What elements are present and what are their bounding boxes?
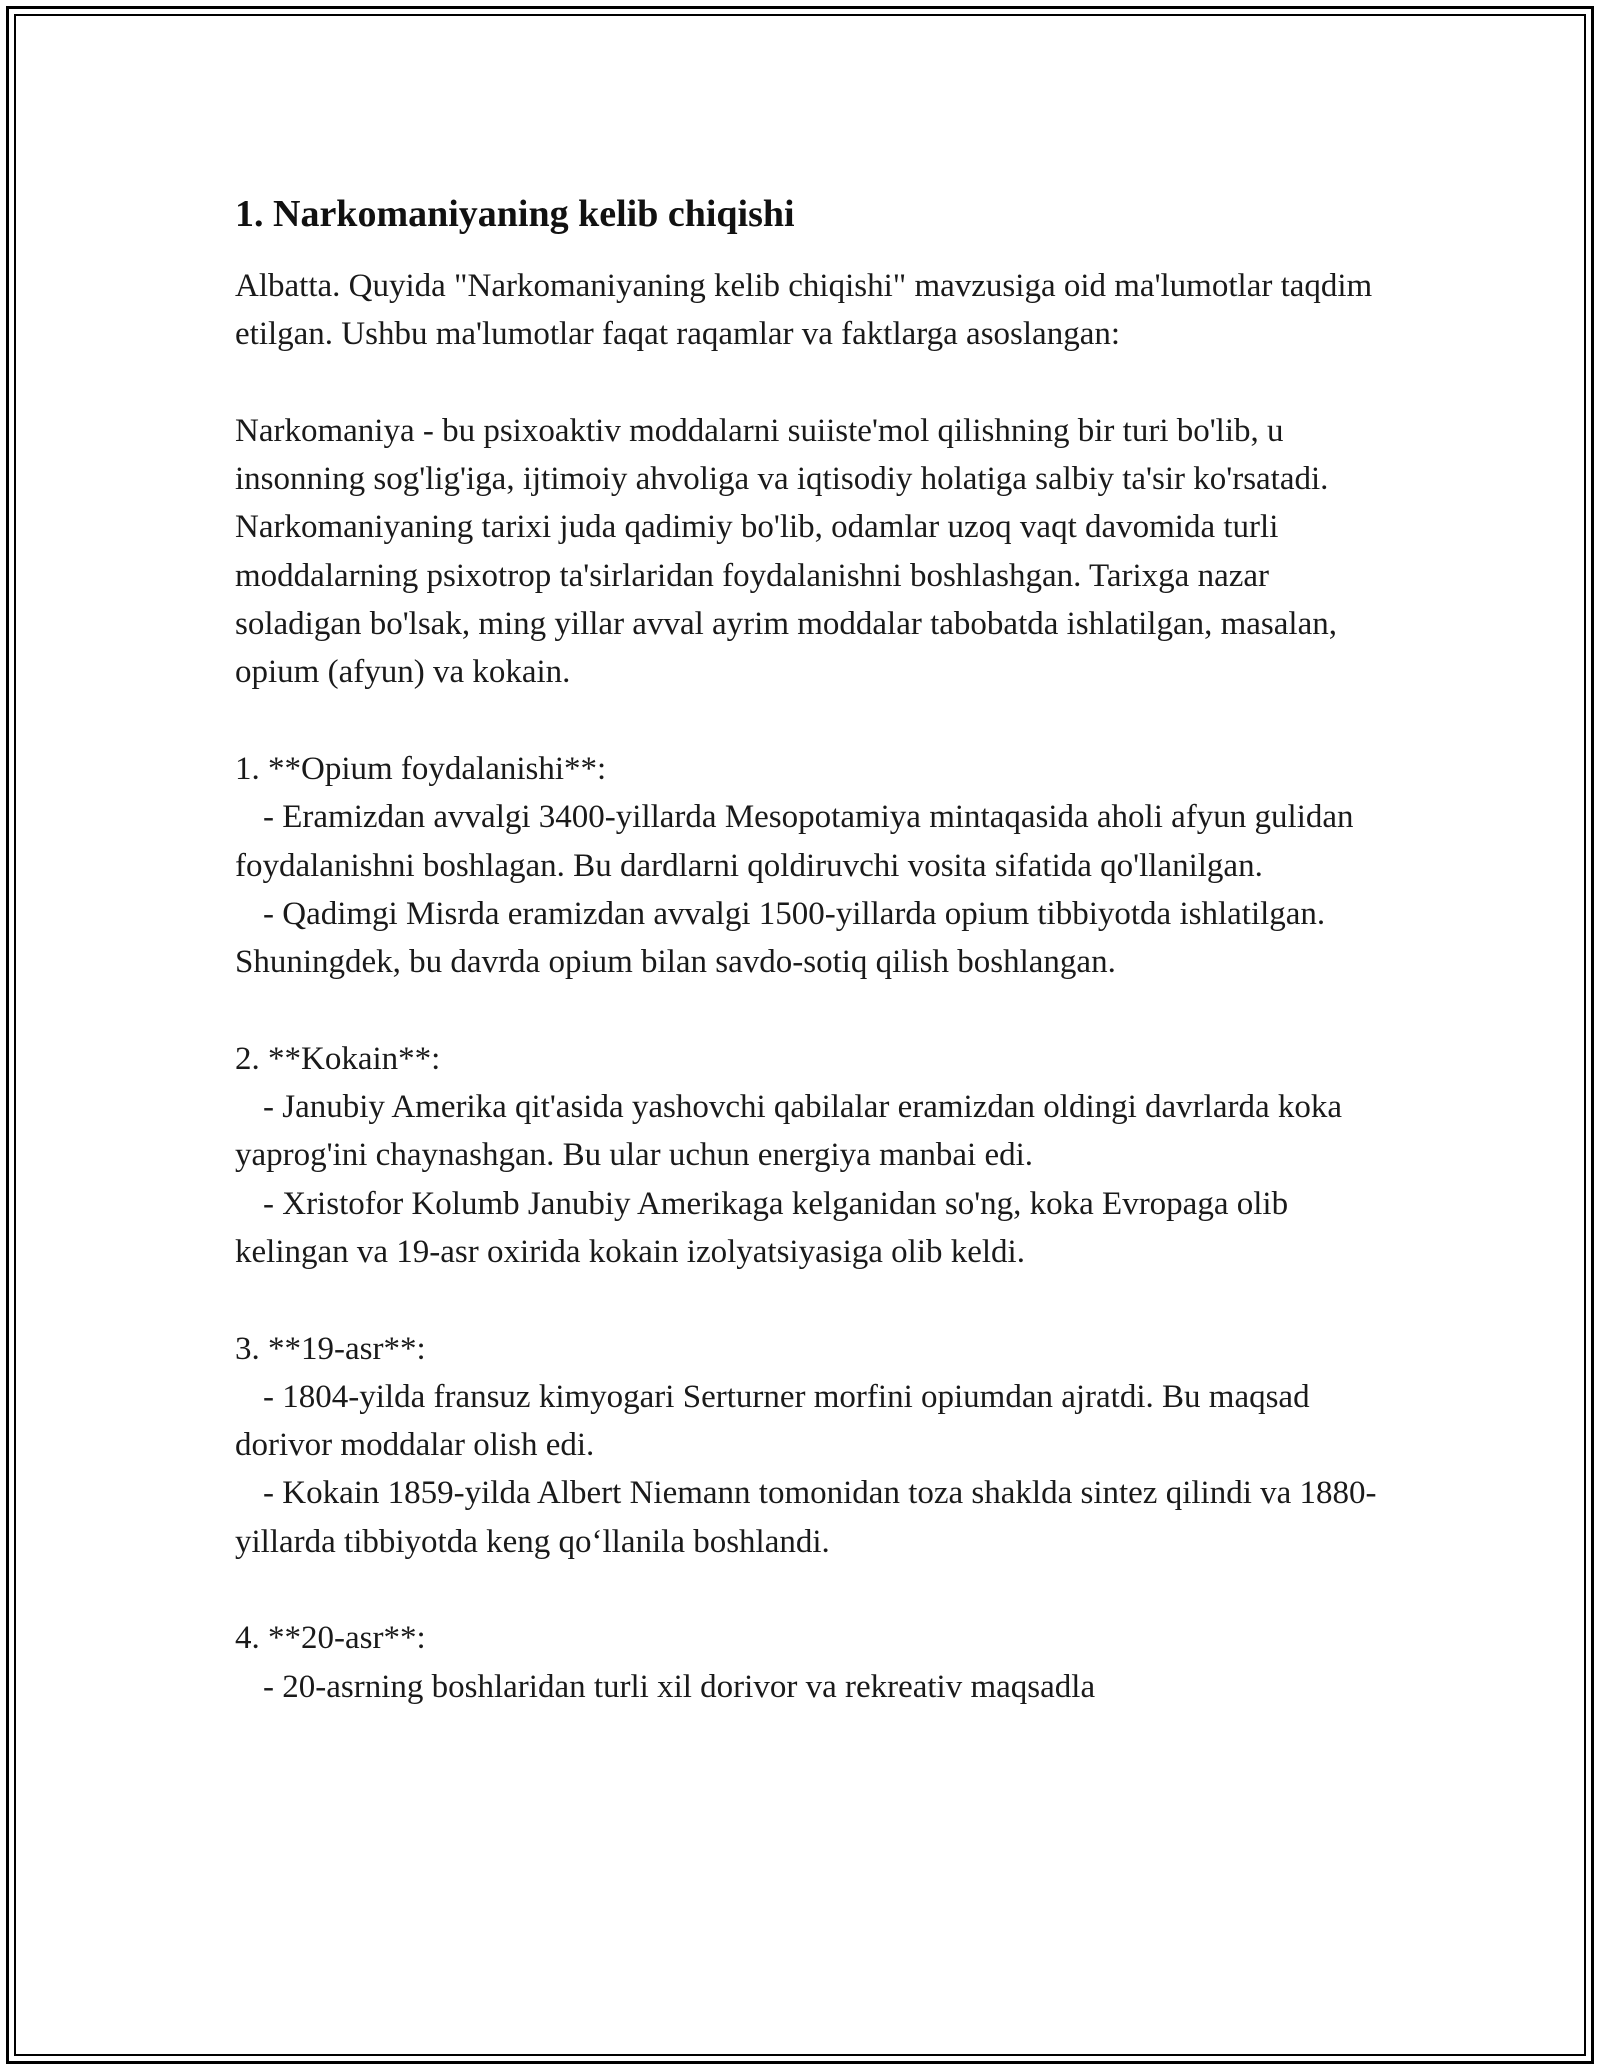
section-opium [235,745,1385,986]
list-item: - Xristofor Kolumb Janubiy Amerikaga kelganidan so'ng, koka Evropaga olib kelingan va 19-asr oxirida kokain izolyatsiyasiga olib keldi. [235,1185,1289,1270]
list-item: - 1804-yilda fransuz kimyogari Serturner morfini opiumdan ajratdi. Bu maqsad dorivor moddalar olish edi. [235,1378,1310,1464]
definition-paragraph: Narkomaniya - bu psixoaktiv moddalarni suiiste'mol qilishning bir turi bo'lib, u insonning sog'lig'iga, ijtimoiy ahvoliga va iqtisodiy holatiga salbiy ta'sir ko'rsatadi. Narkomaniyaning tarixi juda qadimiy bo'lib, odamlar uzoq vaqt davomida turli moddalarning psixotrop ta'sirlaridan foydalanishni boshlashgan. Tarixga nazar soladigan bo'lsak, ming yillar avval ayrim moddalar tabobatda ishlatilgan, masalan, opium (afyun) va kokain. [235,412,1337,691]
section-19-asr [235,1325,1385,1566]
list-item: - Janubiy Amerika qit'asida yashovchi qabilalar eramizdan oldingi davrlarda koka yaprog'ini chaynashgan. Bu ular uchun energiya manbai edi. [235,1089,1343,1174]
document-heading: 1. Narkomaniyaning kelib chiqishi [235,193,795,235]
paragraph-gap [235,986,1385,1034]
document-page [235,186,1385,1711]
section-title: 1. **Opium foydalanishi**: [235,750,607,787]
section-title: 2. **Kokain**: [235,1040,441,1077]
list-item: - 20-asrning boshlaridan turli xil dorivor va rekreativ maqsadla [263,1668,1096,1705]
section-title: 4. **20-asr**: [235,1620,426,1657]
section-kokain [235,1035,1385,1276]
list-item: - Eramizdan avvalgi 3400-yillarda Mesopotamiya mintaqasida aholi afyun gulidan foydalanishni boshlagan. Bu dardlarni qoldiruvchi vosita sifatida qo'llanilgan. [235,799,1354,884]
section-20-asr [235,1614,1385,1711]
paragraph-gap [235,697,1385,745]
list-item: - Kokain 1859-yilda Albert Niemann tomonidan toza shaklda sintez qilindi va 1880-yillarda tibbiyotda keng qo‘llanila boshlandi. [235,1475,1377,1560]
intro-paragraph: Albatta. Quyida "Narkomaniyaning kelib chiqishi" mavzusiga oid ma'lumotlar taqdim etilgan. Ushbu ma'lumotlar faqat raqamlar va faktlarga asoslangan: [235,268,1373,353]
paragraph-gap [235,359,1385,407]
section-title: 3. **19-asr**: [235,1330,426,1367]
paragraph-gap [235,1566,1385,1614]
list-item: - Qadimgi Misrda eramizdan avvalgi 1500-yillarda opium tibbiyotda ishlatilgan. Shuningdek, bu davrda opium bilan savdo-sotiq qilish boshlangan. [235,895,1326,981]
paragraph-gap [235,1276,1385,1324]
